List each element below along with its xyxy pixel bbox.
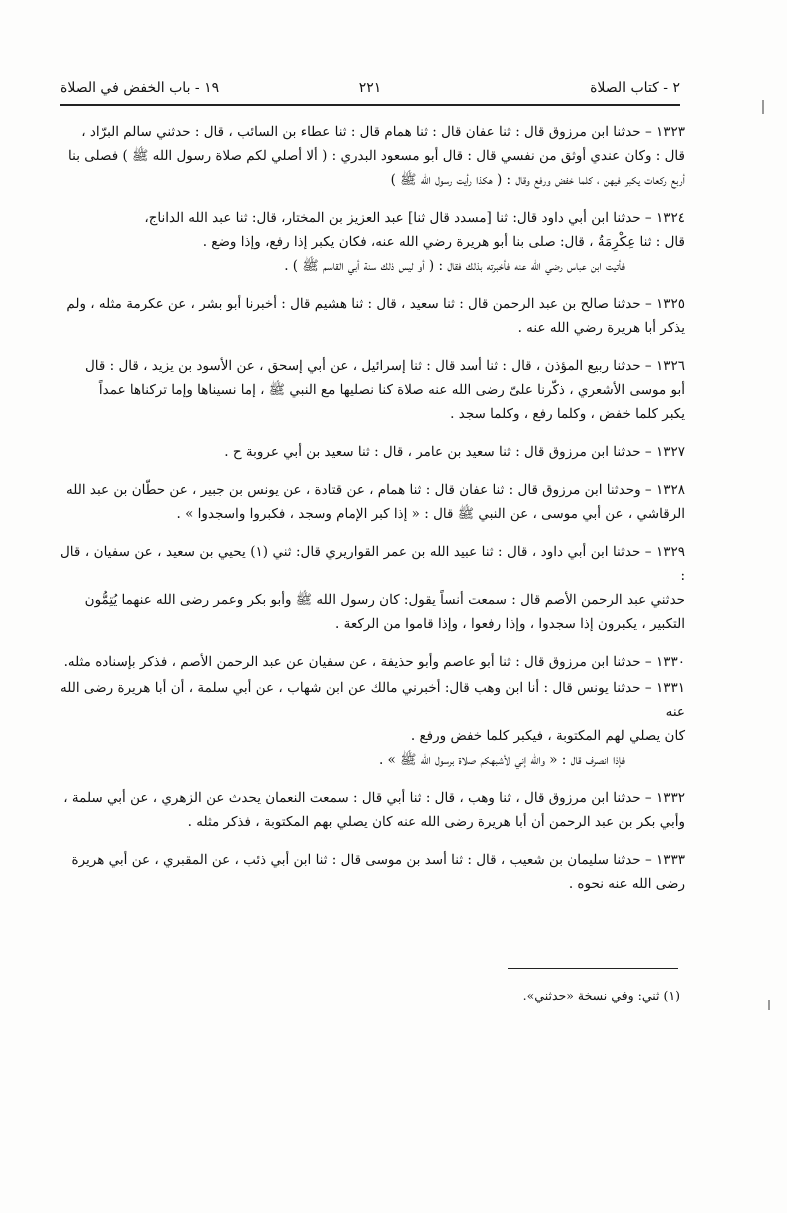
hadith-entry-1326	[60, 354, 685, 426]
main-text	[60, 120, 685, 910]
text-line: يذكر أبا هريرة رضي الله عنه .	[517, 320, 685, 336]
hadith-entry-1327	[60, 440, 685, 464]
text-line: فإذا انصرف قال : « والله إني لأشبهكم صلاة برسول الله ﷺ » .	[378, 752, 625, 768]
text-line: قال : ثنا عِكْرِمَةُ ، قال: صلى بنا أبو هريرة رضي الله عنه، فكان يكبر إذا رفع، وإذا وضع .	[202, 234, 685, 250]
text-line: ١٣٢٣ – حدثنا ابن مرزوق قال : ثنا عفان قال : ثنا همام قال : ثنا عطاء بن السائب ، قال : حدثني سالم البرّاد ،	[81, 124, 685, 140]
text-line: كان يصلي لهم المكتوبة ، فيكبر كلما خفض ورفع .	[410, 728, 685, 744]
header-chapter-title: ١٩ - باب الخفض في الصلاة	[60, 80, 220, 96]
header-book-title: ٢ - كتاب الصلاة	[590, 80, 680, 96]
header-rule	[60, 104, 680, 106]
text-line: رضى الله عنه نحوه .	[568, 876, 685, 892]
hadith-entry-1330	[60, 650, 685, 674]
scan-mark	[768, 1000, 770, 1010]
hadith-entry-1333	[60, 848, 685, 896]
text-line: وأبي بكر بن عبد الرحمن أن أبا هريرة رضى الله عنه كان يصلي بهم المكتوبة ، فذكر مثله .	[187, 814, 685, 830]
page-header	[60, 76, 680, 104]
text-line: ١٣٢٨ – وحدثنا ابن مرزوق قال : ثنا عفان قال : ثنا همام ، عن قتادة ، عن يونس بن جبير ، عن حطّان بن عبد الله	[66, 482, 685, 498]
text-line: ١٣٢٤ – حدثنا ابن أبي داود قال: ثنا [مسدد قال ثنا] عبد العزيز بن المختار، قال: ثنا عبد الله الداناج،	[144, 210, 685, 226]
hadith-entry-1324	[60, 206, 685, 278]
text-line: يكبر كلما خفض ، وكلما رفع ، وكلما سجد .	[450, 406, 685, 422]
text-line: ١٣٢٧ – حدثنا ابن مرزوق قال : ثنا سعيد بن عامر ، قال : ثنا سعيد بن أبي عروبة ح .	[224, 444, 685, 460]
hadith-entry-1331	[60, 676, 685, 772]
text-line: الرقاشي ، عن أبي موسى ، عن النبي ﷺ قال : « إذا كبر الإمام وسجد ، فكبروا واسجدوا » .	[176, 506, 685, 522]
page-number: ٢٢١	[358, 80, 382, 96]
footnote-rule	[508, 968, 678, 969]
text-line: ١٣٣٠ – حدثنا ابن مرزوق قال : ثنا أبو عاصم وأبو حذيفة ، عن سفيان عن عبد الرحمن الأصم ، فذكر بإسناده مثله.	[63, 654, 685, 670]
text-line: أبو موسى الأشعري ، ذكّرنا علىّ رضى الله عنه صلاة كنا نصليها مع النبي ﷺ ، إما نسيناها وإما تركناها عمداً	[98, 382, 685, 398]
text-line: التكبير ، يكبرون إذا سجدوا ، وإذا رفعوا ، وإذا قاموا من الركعة .	[335, 616, 685, 632]
footnote: (١) ثني: وفي نسخة «حدثني».	[522, 988, 680, 1003]
text-line: ١٣٣١ – حدثنا يونس قال : أنا ابن وهب قال: أخبرني مالك عن ابن شهاب ، عن أبي سلمة ، أن أبا هريرة رضى الله عنه	[60, 680, 685, 720]
text-line: أربع ركعات يكبر فيهن ، كلما خفض ورفع وقال : ( هكذا رأيت رسول الله ﷺ )	[390, 172, 685, 188]
text-line: ١٣٢٥ – حدثنا صالح بن عبد الرحمن قال : ثنا سعيد ، قال : ثنا هشيم قال : أخبرنا أبو بشر ، عن عكرمة مثله ، ولم	[66, 296, 685, 312]
text-line: حدثني عبد الرحمن الأصم قال : سمعت أنساً يقول: كان رسول الله ﷺ وأبو بكر وعمر رضى الله عنهما يُتِمُّون	[84, 592, 685, 608]
text-line: ١٣٢٩ – حدثنا ابن أبي داود ، قال : ثنا عبيد الله بن عمر القواريري قال: ثني (١) يحيي بن سعيد ، عن سفيان ، قال :	[60, 544, 686, 584]
text-line: ١٣٣٢ – حدثنا ابن مرزوق قال ، ثنا وهب ، قال : ثنا أبي قال : سمعت النعمان يحدث عن الزهري ، عن أبي سلمة ،	[63, 790, 685, 806]
hadith-entry-1332	[60, 786, 685, 834]
scan-mark	[762, 100, 764, 114]
hadith-entry-1323	[60, 120, 685, 192]
text-line: فأتيت ابن عباس رضي الله عنه فأخبرته بذلك فقال : ( أو ليس ذلك سنة أبي القاسم ﷺ ) .	[284, 258, 625, 274]
hadith-entry-1325	[60, 292, 685, 340]
text-line: ١٣٣٣ – حدثنا سليمان بن شعيب ، قال : ثنا أسد بن موسى قال : ثنا ابن أبي ذئب ، عن المقبري ، عن أبي هريرة	[71, 852, 685, 868]
hadith-entry-1329	[60, 540, 685, 636]
hadith-entry-1328	[60, 478, 685, 526]
text-line: قال : وكان عندي أوثق من نفسي قال : قال أبو مسعود البدري : ( ألا أصلي لكم صلاة رسول الله ﷺ ) فصلى بنا	[68, 148, 685, 164]
text-line: ١٣٢٦ – حدثنا ربيع المؤذن ، قال : ثنا أسد قال : ثنا إسرائيل ، عن أبي إسحق ، عن الأسود بن يزيد ، قال : قال	[84, 358, 685, 374]
